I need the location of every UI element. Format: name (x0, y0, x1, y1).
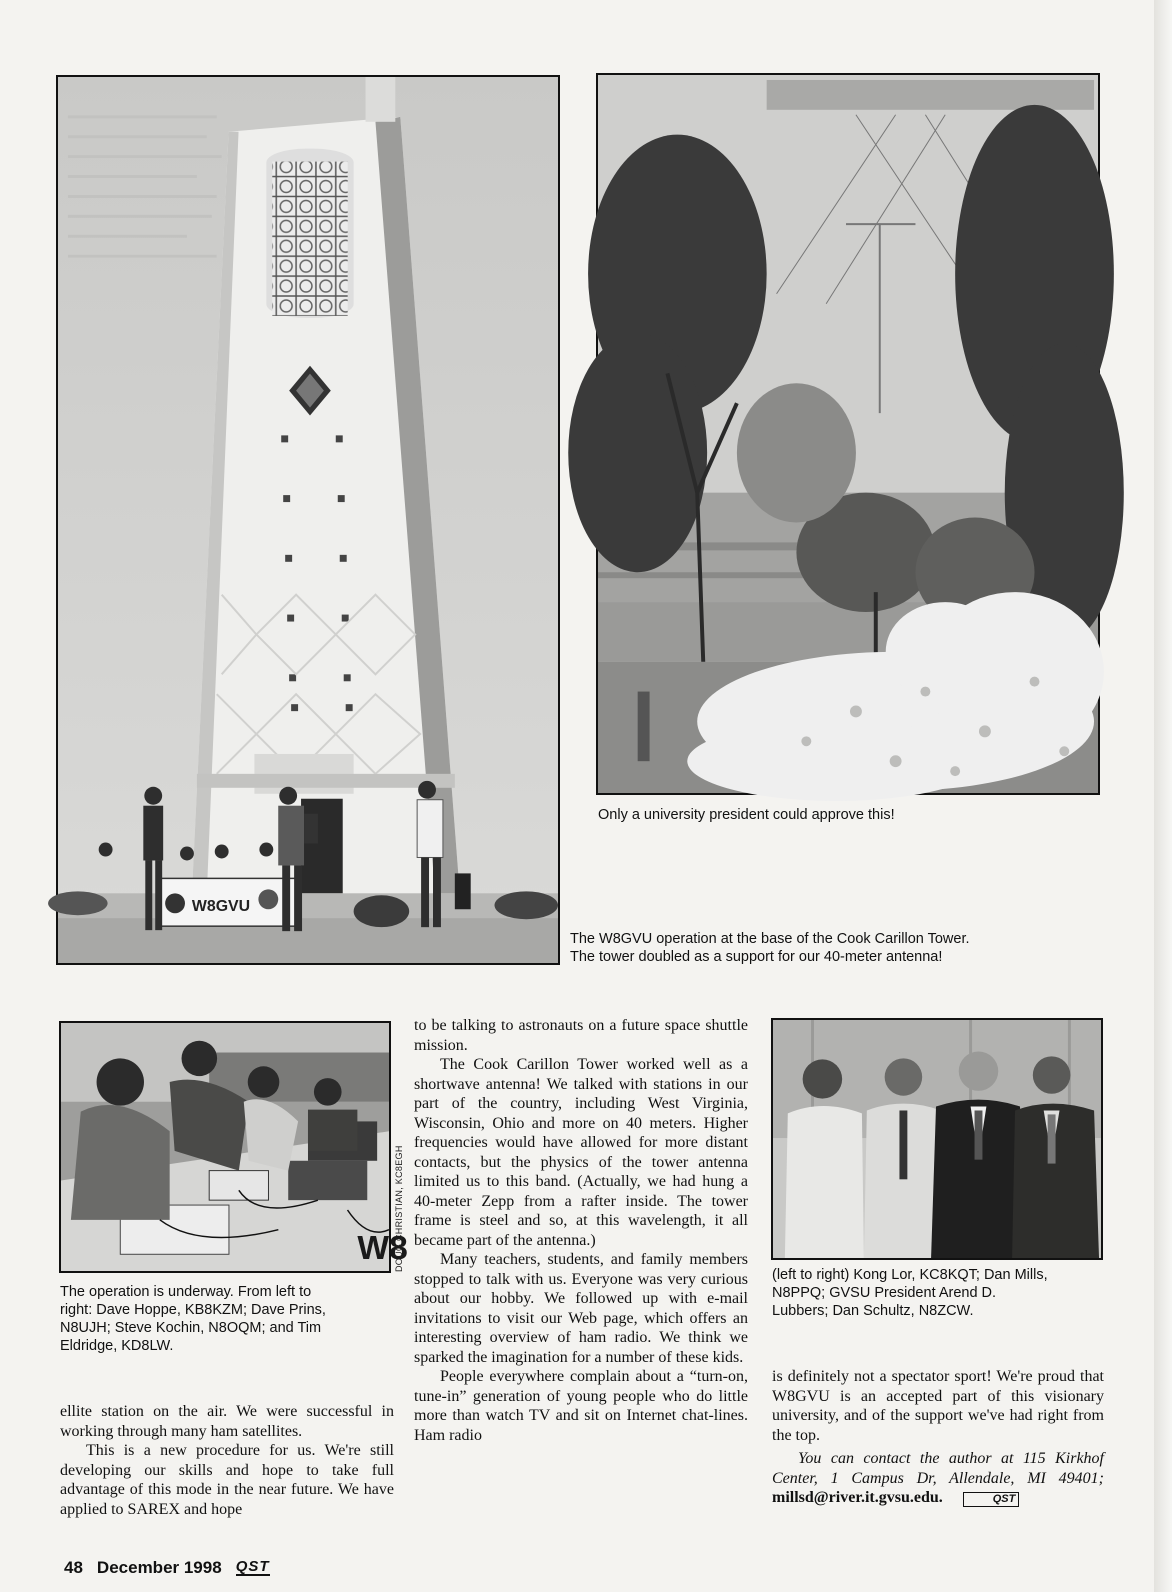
left-paragraph-1: ellite station on the air. We were successful in working through many ham satellites. (60, 1403, 394, 1440)
middle-paragraph-2: The Cook Carillon Tower worked well as a shortwave antenna! We talked with stations in our part of the country, including West Virginia, Wisconsin, Ohio and more on 40 meters. Higher frequencies would have allowed for more distant contacts, but the physics of the tower antenna limited us to this band. (Actually, we had hung a 40-meter Zepp from a rafter inside. The tower frame is steel and so, at this wavelength, it all became part of the antenna.) (414, 1056, 748, 1249)
end-mark: QST (963, 1492, 1020, 1507)
left-column-text (60, 1402, 394, 1519)
tower-caption-line-2: The tower doubled as a support for our 40-meter antenna! (570, 949, 943, 965)
operators-caption-line-2: right: Dave Hoppe, KB8KZM; Dave Prins, (60, 1302, 326, 1318)
group-photo (771, 1018, 1103, 1260)
trees-caption: Only a university president could approve this! (598, 807, 895, 823)
author-contact-text: You can contact the author at 115 Kirkhof Center, 1 Campus Dr, Allendale, MI 49401; (772, 1450, 1104, 1487)
author-contact (772, 1449, 1104, 1508)
photo-credit: DOUG CHRISTIAN, KC8EGH (394, 1145, 404, 1272)
tower-photo (56, 75, 560, 965)
operators-caption-line-4: Eldridge, KD8LW. (60, 1338, 174, 1354)
right-column-text (772, 1367, 1104, 1508)
svg-text:W8: W8 (357, 1230, 408, 1268)
group-caption-line-3: Lubbers; Dan Schultz, N8ZCW. (772, 1303, 974, 1319)
operators-caption-line-3: N8UJH; Steve Kochin, N8OQM; and Tim (60, 1320, 322, 1336)
qst-logo: QST (235, 1558, 270, 1575)
antenna-trees-photo (596, 73, 1100, 795)
page-number: 48 (64, 1558, 83, 1577)
author-email: millsd@river.it.gvsu.edu. (772, 1489, 943, 1506)
group-caption-line-1: (left to right) Kong Lor, KC8KQT; Dan Mills, (772, 1267, 1048, 1283)
page-edge (1154, 0, 1172, 1592)
tower-caption (570, 930, 970, 966)
tower-banner-text: W8GVU (191, 898, 251, 916)
middle-paragraph-3: Many teachers, students, and family members stopped to talk with us. Everyone was very curious about our hobby. We followed up with e-mail invitations to visit our Web page, which offers an interesting overview of ham radio. We think we sparked the imagination for a number of these kids. (414, 1251, 748, 1366)
left-paragraph-2: This is a new procedure for us. We're still developing our skills and hope to take full advantage of this mode in the near future. We have applied to SAREX and hope (60, 1442, 394, 1518)
operators-caption-line-1: The operation is underway. From left to (60, 1284, 312, 1300)
operators-caption (60, 1283, 326, 1355)
right-paragraph-1: is definitely not a spectator sport! We're proud that W8GVU is an accepted part of this visionary university, and of the support we've had right from the top. (772, 1368, 1104, 1444)
tower-caption-line-1: The W8GVU operation at the base of the Cook Carillon Tower. (570, 931, 970, 947)
middle-column-text (414, 1016, 748, 1445)
issue-date: December 1998 (96, 1558, 222, 1577)
group-caption (772, 1266, 1048, 1320)
middle-paragraph-4: People everywhere complain about a “turn-on, tune-in” generation of young people who do little more than watch TV and sit on Internet chat-lines. Ham radio (414, 1368, 748, 1444)
middle-paragraph-1: to be talking to astronauts on a future space shuttle mission. (414, 1017, 748, 1054)
page-footer (64, 1558, 270, 1578)
group-caption-line-2: N8PPQ; GVSU President Arend D. (772, 1285, 997, 1301)
